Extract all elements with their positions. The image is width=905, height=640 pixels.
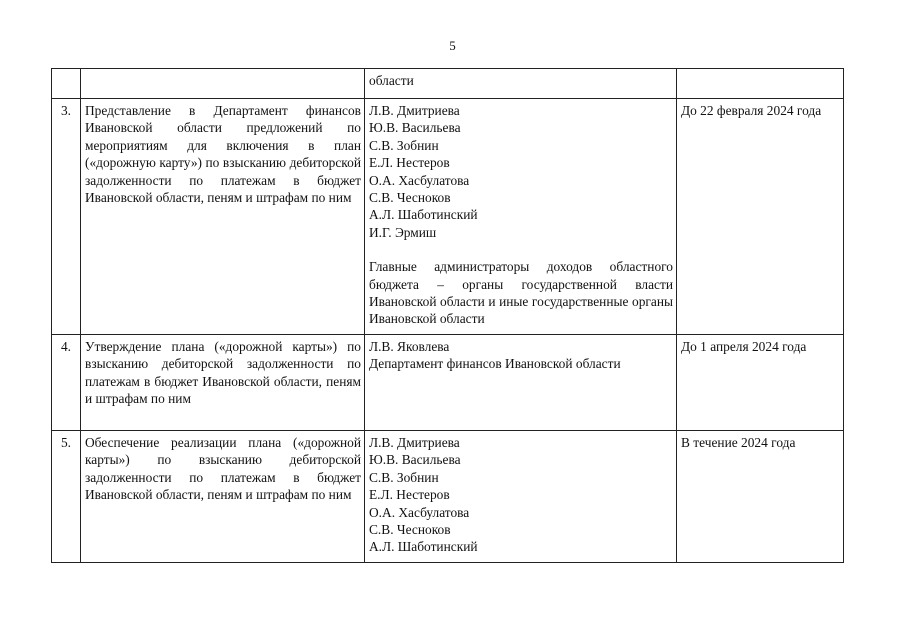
responsible-cell [365, 99, 677, 335]
table-row [52, 99, 844, 335]
responsible-person: Л.В. Дмитриева [369, 435, 460, 450]
action-plan-table [51, 68, 844, 563]
continuation-row [52, 69, 844, 99]
responsible-person: С.В. Зобнин [369, 137, 439, 153]
responsible-person: А.Л. Шаботинский [369, 207, 478, 223]
responsible-person: О.А. Хасбулатова [369, 504, 470, 520]
responsible-person: Ю.В. Васильева [369, 452, 461, 468]
responsible-cell [365, 335, 677, 431]
row-number-cell: 4. [52, 335, 81, 431]
row-number-cell: 5. [52, 431, 81, 563]
deadline-text: До 22 февраля 2024 года [681, 103, 822, 118]
responsible-cell [365, 431, 677, 563]
table-row [52, 431, 844, 563]
task-description: Обеспечение реализации плана («дорожной карты») по взысканию дебиторской задолженности по платежам в бюджет Ивановской области, пеням и штрафам по ним [85, 435, 361, 503]
responsible-organizations-note: Главные администраторы доходов областного бюджета – органы государственной власти Ивановской области и иные государственные органы Ивановской области [369, 259, 673, 327]
description-cell [81, 99, 365, 335]
description-cell [81, 69, 365, 99]
responsible-person: Л.В. Яковлева [369, 339, 450, 354]
task-description: Утверждение плана («дорожной карты») по взысканию дебиторской задолженности по платежам в бюджет Ивановской области, пеням и штрафам по ним [85, 339, 361, 407]
responsible-cell [365, 69, 677, 99]
page-number: 5 [449, 38, 456, 53]
row-number-cell: 3. [52, 99, 81, 335]
deadline-text: В течение 2024 года [681, 435, 796, 450]
responsible-text: области [369, 73, 414, 88]
responsible-person: Ю.В. Васильева [369, 120, 461, 136]
responsible-person: И.Г. Эрмиш [369, 224, 437, 240]
responsible-person: С.В. Чесноков [369, 190, 451, 206]
responsible-person: С.В. Зобнин [369, 469, 439, 485]
task-description: Представление в Департамент финансов Ивановской области предложений по мероприятиям для включения в план («дорожную карту») по взысканию дебиторской задолженности по платежам в бюджет Ивановской области, пеням и штрафам по ним [85, 103, 361, 206]
responsible-organization: Департамент финансов Ивановской области [369, 356, 621, 372]
responsible-person: Е.Л. Нестеров [369, 155, 450, 171]
responsible-person: О.А. Хасбулатова [369, 172, 470, 188]
description-cell [81, 335, 365, 431]
deadline-cell [677, 69, 844, 99]
responsible-person: Е.Л. Нестеров [369, 487, 450, 503]
row-number-cell [52, 69, 81, 99]
deadline-cell [677, 99, 844, 335]
table-row [52, 335, 844, 431]
responsible-person: С.В. Чесноков [369, 522, 451, 538]
description-cell [81, 431, 365, 563]
deadline-text: До 1 апреля 2024 года [681, 339, 807, 354]
deadline-cell [677, 431, 844, 563]
responsible-person: Л.В. Дмитриева [369, 103, 460, 118]
deadline-cell [677, 335, 844, 431]
responsible-person: А.Л. Шаботинский [369, 539, 478, 555]
